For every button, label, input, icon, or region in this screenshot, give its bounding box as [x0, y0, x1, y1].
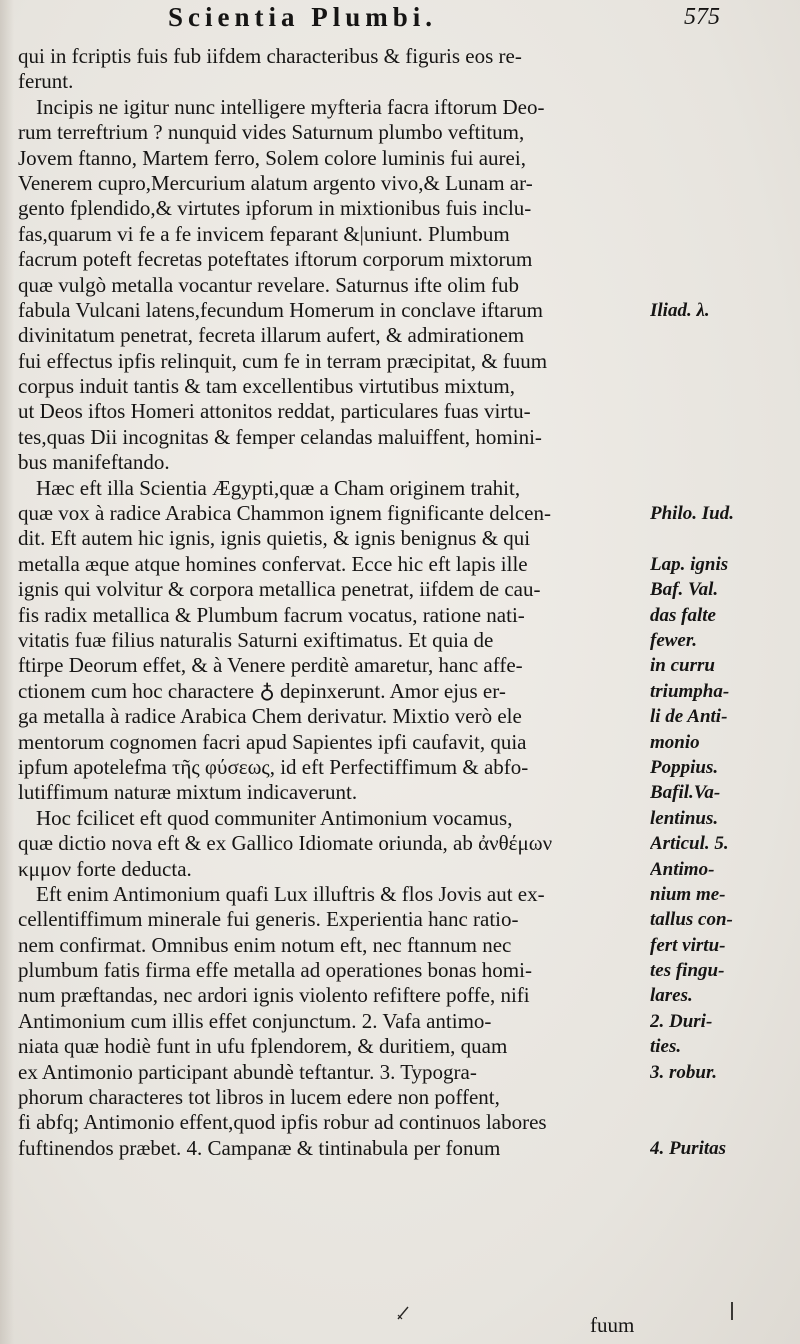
marginal-note: fewer.	[650, 629, 697, 651]
marginal-note	[650, 95, 796, 120]
text-line: Jovem ftanno, Martem ferro, Solem colore luminis fui aurei,	[18, 145, 526, 170]
text-line: quæ vox à radice Arabica Chammon ignem fignificante delcen-	[18, 501, 551, 526]
text-line: fas,quarum vi fe a fe invicem feparant &|uniunt. Plumbum	[18, 221, 510, 246]
marginal-note: das falte	[650, 604, 716, 626]
marginal-note	[650, 476, 796, 501]
catchword: fuum	[590, 1313, 635, 1337]
marginal-note: Poppius.	[650, 756, 719, 778]
marginal-note: lares.	[650, 985, 693, 1007]
marginal-note	[650, 323, 796, 348]
text-line: facrum poteft fecretas poteftates iftorum corporum mixtorum	[18, 247, 533, 272]
text-line: num præftandas, nec ardori ignis violento refiftere poffe, nifi	[18, 983, 530, 1008]
marginal-note	[650, 1085, 796, 1110]
text-line: plumbum fatis firma effe metalla ad operationes bonas homi-	[18, 958, 532, 983]
body-text	[18, 44, 638, 1161]
marginal-note	[650, 69, 796, 94]
text-line: fi abfq; Antimonio effent,quod ipfis robur ad continuos labores	[18, 1110, 547, 1135]
page-number: 575	[684, 4, 720, 30]
marginal-note: 3. robur.	[650, 1061, 718, 1083]
marginal-note: Antimo-	[650, 858, 715, 880]
marginal-note	[650, 146, 796, 171]
text-line: rum terreftrium ? nunquid vides Saturnum plumbo veftitum,	[18, 120, 525, 145]
text-line: Venerem cupro,Mercurium alatum argento vivo,& Lunam ar-	[18, 170, 533, 195]
text-line: ipfum apotelefma τῆς φύσεως, id eft Perfectiffimum & abfo-	[18, 754, 529, 779]
text-line: tes,quas Dii incognitas & femper celandas maluiffent, homini-	[18, 424, 542, 449]
text-line: fuftinendos præbet. 4. Campanæ & tintinabula per fonum	[18, 1135, 501, 1160]
text-line: fabula Vulcani latens,fecundum Homerum in conclave iftarum	[18, 297, 543, 322]
marginal-note: fert virtu-	[650, 934, 726, 956]
text-line: ignis qui volvitur & corpora metallica penetrat, iifdem de cau-	[18, 577, 541, 602]
text-line: quæ dictio nova eft & ex Gallico Idiomate oriunda, ab ἀνθέμων	[18, 831, 553, 856]
marginal-note: Articul. 5.	[650, 833, 729, 855]
text-line: vitatis fuæ filius naturalis Saturni exiftimatus. Et quia de	[18, 627, 494, 652]
text-line: gento fplendido,& virtutes ipforum in mixtionibus fuis inclu-	[18, 196, 532, 221]
text-line: bus manifeftando.	[18, 450, 170, 475]
text-line: niata quæ hodiè funt in ufu fplendorem, & duritiem, quam	[18, 1034, 508, 1059]
text-line: corpus induit tantis & tam excellentibus virtutibus mixtum,	[18, 374, 515, 399]
text-line: quæ vulgò metalla vocantur revelare. Saturnus ifte olim fub	[18, 272, 519, 297]
text-line: fui effectus ipfis relinquit, cum fe in terram præcipitat, & fuum	[18, 348, 548, 373]
marginal-note	[650, 44, 796, 69]
text-line: ctionem cum hoc charactere ♁ depinxerunt. Amor ejus er-	[18, 678, 506, 703]
text-line: ex Antimonio participant abundè teftantur. 3. Typogra-	[18, 1059, 477, 1084]
running-head	[0, 2, 800, 38]
marginal-note: Iliad. λ.	[650, 299, 710, 321]
ink-mark-icon	[396, 1305, 410, 1321]
text-line: fis radix metallica & Plumbum facrum vocatus, ratione nati-	[18, 602, 525, 627]
marginal-note	[650, 425, 796, 450]
text-line: dit. Eft autem hic ignis, ignis quietis, & ignis benignus & qui	[18, 526, 531, 551]
marginal-note: Bafil.Va-	[650, 782, 721, 804]
marginal-note: monio	[650, 731, 700, 753]
marginal-note: Baf. Val.	[650, 579, 719, 601]
gutter-shadow	[0, 0, 14, 1344]
marginal-note	[650, 399, 796, 424]
text-line: ga metalla à radice Arabica Chem derivatur. Mixtio verò ele	[18, 704, 522, 729]
running-title: Scientia Plumbi.	[168, 2, 438, 32]
text-line: κμμον forte deducta.	[18, 856, 192, 881]
marginal-note: 4. Puritas	[650, 1137, 727, 1159]
text-line: lutiffimum naturæ mixtum indicaverunt.	[18, 780, 358, 805]
marginal-note: Philo. Iud.	[650, 503, 734, 525]
marginal-note	[650, 526, 796, 551]
marginal-note	[650, 349, 796, 374]
marginal-note	[650, 1110, 796, 1135]
marginal-note	[650, 196, 796, 221]
paper-speck-icon	[730, 1300, 734, 1322]
text-line: Hæc eft illa Scientia Ægypti,quæ a Cham originem trahit,	[36, 475, 521, 500]
marginal-note: tes fingu-	[650, 960, 725, 982]
marginal-note	[650, 374, 796, 399]
marginal-note: Lap. ignis	[650, 553, 729, 575]
text-line: Hoc fcilicet eft quod communiter Antimonium vocamus,	[36, 805, 513, 830]
text-line: ferunt.	[18, 69, 74, 94]
marginal-note	[650, 171, 796, 196]
text-line: Antimonium cum illis effet conjunctum. 2. Vafa antimo-	[18, 1008, 492, 1033]
marginal-note: 2. Duri-	[650, 1010, 713, 1032]
marginal-note	[650, 222, 796, 247]
text-line: nem confirmat. Omnibus enim notum eft, nec ftannum nec	[18, 932, 512, 957]
text-line: divinitatum penetrat, fecreta illarum aufert, & admirationem	[18, 323, 525, 348]
marginal-note: triumpha-	[650, 680, 730, 702]
text-line: ftirpe Deorum effet, & à Venere perditè amaretur, hanc affe-	[18, 653, 523, 678]
text-line: Eft enim Antimonium quafi Lux illuftris & flos Jovis aut ex-	[36, 881, 545, 906]
marginal-note	[650, 247, 796, 272]
text-line: ut Deos iftos Homeri attonitos reddat, particulares fuas virtu-	[18, 399, 531, 424]
text-line: Incipis ne igitur nunc intelligere myfteria facra iftorum Deo-	[36, 94, 545, 119]
marginal-note: lentinus.	[650, 807, 719, 829]
text-line: phorum characteres tot libros in lucem edere non poffent,	[18, 1085, 500, 1110]
marginal-note: in curru	[650, 655, 715, 677]
marginal-note: ties.	[650, 1036, 682, 1058]
marginal-note	[650, 450, 796, 475]
marginal-note	[650, 273, 796, 298]
marginal-note: li de Anti-	[650, 706, 728, 728]
text-line: metalla æque atque homines confervat. Ecce hic eft lapis ille	[18, 551, 528, 576]
marginal-note	[650, 120, 796, 145]
marginal-notes	[650, 44, 796, 1161]
text-line: mentorum cognomen facri apud Sapientes ipfi caufavit, quia	[18, 729, 527, 754]
marginal-note: tallus con-	[650, 909, 733, 931]
marginal-note: nium me-	[650, 883, 726, 905]
text-line: qui in fcriptis fuis fub iifdem characteribus & figuris eos re-	[18, 44, 522, 68]
text-line: cellentiffimum minerale fui generis. Experientia hanc ratio-	[18, 907, 519, 932]
